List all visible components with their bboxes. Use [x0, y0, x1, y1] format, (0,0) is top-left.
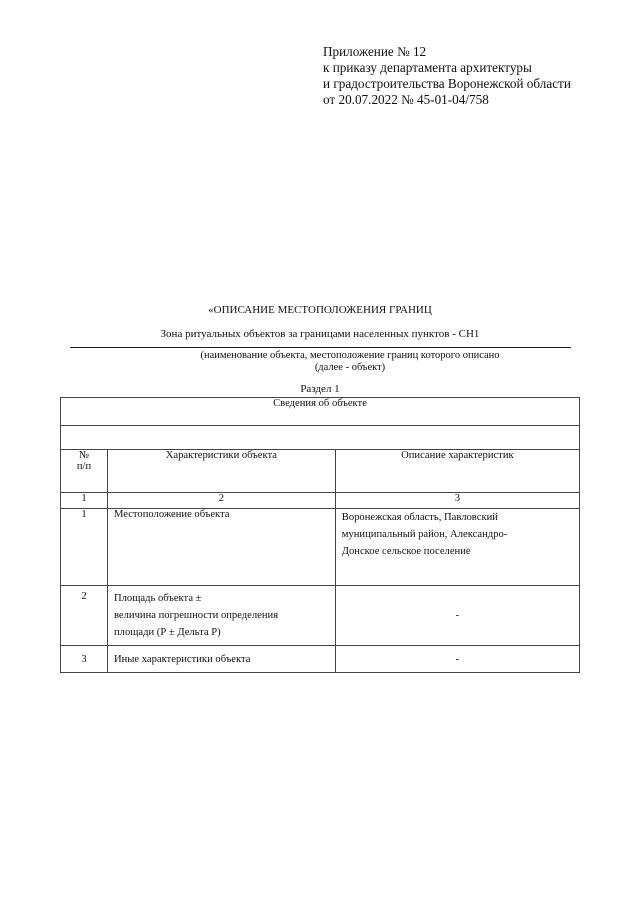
row-description: - [335, 586, 579, 646]
index-cell: 1 [61, 493, 108, 509]
empty-row [61, 426, 580, 450]
row-characteristic-line: Иные характеристики объекта [113, 653, 251, 665]
header-description: Описание характеристик [335, 450, 579, 493]
header-num [61, 450, 108, 493]
object-info-table [60, 397, 580, 673]
caption-line: (наименование объекта, местоположение границ которого описано [200, 350, 500, 361]
header-num-line: п/п [76, 461, 92, 472]
row-characteristic-line: величина погрешности определения [113, 610, 279, 621]
row-num: 1 [61, 509, 108, 586]
row-num: 2 [61, 586, 108, 646]
row-description-line: муниципальный район, Александро- [341, 529, 508, 540]
document-title: «ОПИСАНИЕ МЕСТОПОЛОЖЕНИЯ ГРАНИЦ [208, 304, 432, 316]
index-row [61, 493, 580, 509]
index-cell: 3 [335, 493, 579, 509]
table-row [61, 646, 580, 673]
row-characteristic [107, 586, 335, 646]
appendix-line: Приложение № 12 [323, 44, 427, 59]
caption-line: (далее - объект) [314, 362, 386, 373]
row-characteristic-line: Местоположение объекта [113, 509, 230, 520]
header-row [61, 450, 580, 493]
row-description-line: Воронежская область, Павловский [341, 512, 498, 523]
index-cell: 2 [107, 493, 335, 509]
empty-cell [61, 426, 580, 450]
table-row [61, 586, 580, 646]
section-label: Раздел 1 [300, 383, 340, 395]
appendix-line: и градостроительства Воронежской области [323, 76, 571, 91]
row-characteristic-line: площади (Р ± Дельта Р) [113, 627, 221, 638]
row-characteristic-line: Площадь объекта ± [113, 593, 202, 604]
table-title: Сведения об объекте [61, 398, 580, 426]
row-characteristic [107, 646, 335, 673]
header-characteristic: Характеристики объекта [107, 450, 335, 493]
appendix-line: к приказу департамента архитектуры [323, 60, 532, 75]
row-description-line: Донское сельское поселение [341, 546, 471, 557]
zone-name: Зона ритуальных объектов за границами населенных пунктов - СН1 [160, 328, 480, 340]
table-row [61, 509, 580, 586]
table-title-row [61, 398, 580, 426]
row-num: 3 [61, 646, 108, 673]
appendix-line: от 20.07.2022 № 45-01-04/758 [323, 92, 489, 107]
row-characteristic [107, 509, 335, 586]
underline-rule [70, 347, 571, 348]
appendix-block [323, 44, 571, 108]
caption [0, 350, 640, 374]
header-num-line: № [78, 450, 90, 461]
row-description: - [335, 646, 579, 673]
row-description [335, 509, 579, 586]
